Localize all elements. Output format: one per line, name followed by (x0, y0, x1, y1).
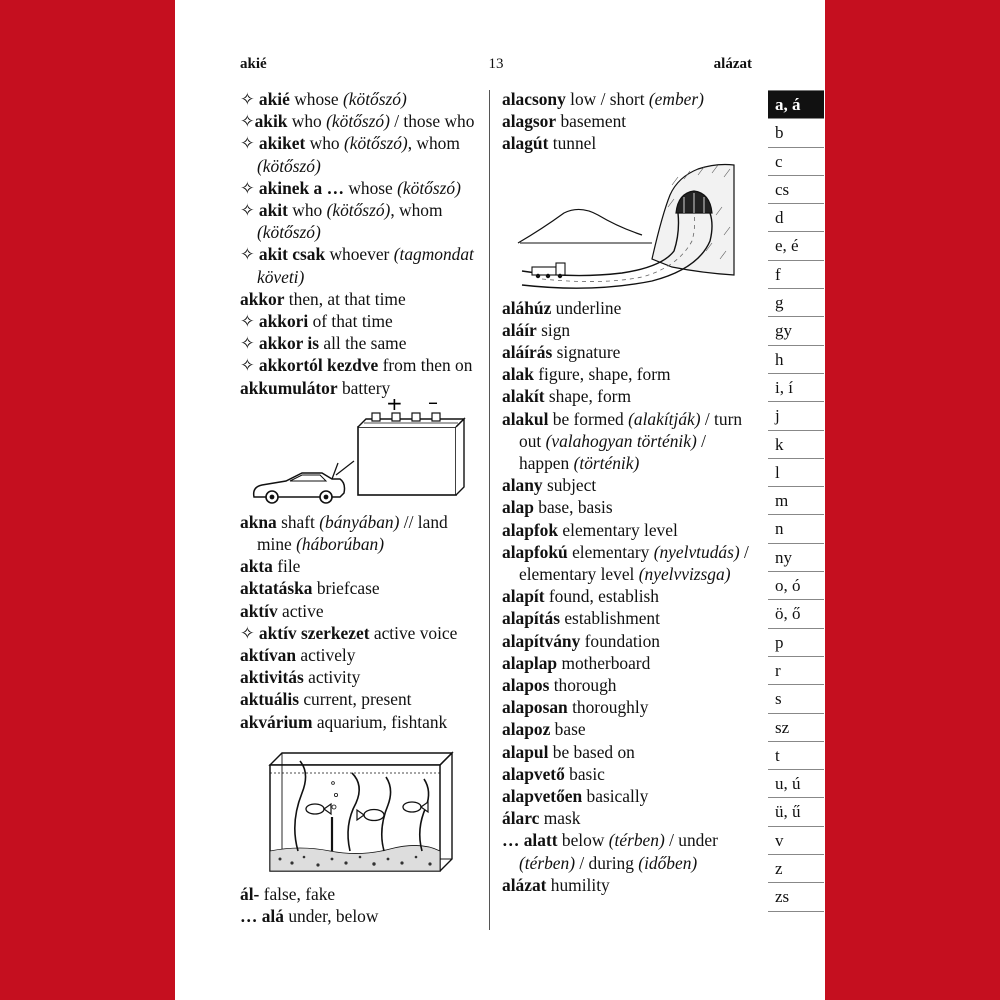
translation: false, fake (259, 883, 336, 904)
translation: , whom (390, 200, 443, 221)
translation: briefcase (312, 578, 380, 599)
thumb-tab-t: t (768, 742, 824, 770)
dictionary-entry-aláírás (502, 341, 754, 363)
thumb-tab-k: k (768, 431, 824, 459)
usage-note: (kötőszó) (343, 133, 408, 154)
headword: … alá (240, 906, 284, 927)
dictionary-entry-aláhúz (502, 297, 754, 319)
headword: alapfokú (502, 541, 568, 562)
headword: ál- (240, 883, 260, 904)
dictionary-entry-alapvetően (502, 785, 754, 807)
translation: base, basis (533, 497, 613, 518)
translation: whoever (325, 244, 394, 265)
dictionary-entry-álarc (502, 807, 754, 829)
dictionary-entry-ál (240, 883, 480, 905)
headword: alakul (502, 408, 549, 429)
translation: signature (552, 342, 621, 363)
translation: mask (539, 808, 581, 829)
translation: / happen (519, 430, 706, 474)
thumb-tab-sz: sz (768, 714, 824, 742)
translation: whose (289, 89, 343, 109)
headword: akkor is (258, 333, 320, 354)
thumb-tab-o-ó: o, ó (768, 572, 824, 600)
dictionary-entry-aláír (502, 319, 754, 341)
headword: akkortól kezdve (258, 355, 379, 376)
dictionary-entry-alázat (502, 874, 754, 896)
page-number: 13 (488, 56, 504, 72)
usage-note: (háborúban) (296, 534, 385, 555)
thumb-tab-g: g (768, 289, 824, 317)
translation: basement (556, 111, 627, 132)
headword: alapfok (502, 519, 559, 540)
thumb-tab-ü-ű: ü, ű (768, 798, 824, 826)
translation: tunnel (548, 133, 597, 154)
usage-note: (ember) (648, 89, 704, 109)
aquarium-illustration (240, 733, 480, 883)
left-column (240, 88, 480, 927)
running-head (240, 56, 752, 76)
translation: activity (303, 667, 361, 688)
dictionary-entry-akkor-is (240, 332, 480, 354)
dictionary-entry-aktivitás (240, 666, 480, 688)
left-guide-word: akié (240, 56, 267, 72)
phrase-marker-icon: ✧ (240, 333, 259, 354)
dictionary-entry-alapvető (502, 763, 754, 785)
headword: alak (502, 364, 534, 385)
translation: current, present (298, 689, 412, 710)
headword: aktuális (240, 689, 299, 710)
headword: aláírás (502, 342, 553, 363)
translation: low / short (565, 89, 649, 109)
headword: alapoz (502, 719, 551, 740)
headword: akik (254, 111, 288, 132)
translation: / turn out (519, 408, 743, 451)
headword: akna (240, 511, 277, 532)
dictionary-entry-akit-csak (240, 243, 480, 287)
dictionary-entry-akkori (240, 310, 480, 332)
dictionary-entry-alatt (502, 829, 754, 873)
translation: // land mine (257, 511, 448, 555)
dictionary-entry-alak (502, 363, 754, 385)
usage-note: (nyelvtudás) (653, 541, 740, 562)
headword: alapvetően (502, 786, 583, 807)
phrase-marker-icon: ✧ (240, 244, 259, 265)
translation: who (287, 111, 327, 132)
thumb-tab-r: r (768, 657, 824, 685)
translation: actively (296, 645, 356, 666)
translation: file (272, 556, 301, 577)
translation: of that time (308, 311, 393, 332)
dictionary-entry-alapít (502, 585, 754, 607)
usage-note: (időben) (638, 852, 698, 873)
dictionary-entry-aktív-szerkezet (240, 622, 480, 644)
usage-note: (térben) (608, 830, 665, 851)
dictionary-entry-akinek-a (240, 177, 480, 199)
translation: / elementary level (519, 541, 749, 585)
translation: be based on (548, 741, 635, 762)
headword: alázat (502, 874, 547, 895)
translation: / those who (389, 111, 475, 132)
translation: underline (551, 297, 622, 318)
translation: basic (564, 763, 605, 784)
headword: akkumulátor (240, 377, 338, 398)
dictionary-entry-alapul (502, 741, 754, 763)
right-column (502, 88, 754, 896)
translation: battery (337, 377, 391, 398)
phrase-marker-icon: ✧ (240, 622, 259, 643)
car-battery-icon (240, 399, 480, 511)
translation: / during (575, 852, 639, 873)
thumb-tab-l: l (768, 459, 824, 487)
thumb-tab-c: c (768, 148, 824, 176)
headword: alaposan (502, 697, 568, 718)
headword: alagsor (502, 111, 557, 132)
dictionary-entry-akiket (240, 132, 480, 176)
headword: álarc (502, 808, 540, 829)
headword: alap (502, 497, 534, 518)
dictionary-entry-akit (240, 199, 480, 243)
usage-note: (kötőszó) (326, 200, 391, 221)
dictionary-entry-aktuális (240, 688, 480, 710)
translation: all the same (319, 333, 407, 354)
translation: then, at that time (284, 288, 406, 309)
dictionary-entry-alapfok (502, 519, 754, 541)
thumb-tab-b: b (768, 119, 824, 147)
translation: humility (546, 874, 610, 895)
thumb-tab-n: n (768, 515, 824, 543)
thumb-tab-p: p (768, 629, 824, 657)
headword: akit (258, 200, 288, 221)
usage-note: (tagmondat követi) (257, 244, 474, 287)
dictionary-entry-alapfokú (502, 541, 754, 585)
usage-note: (kötőszó) (257, 222, 321, 243)
translation: elementary level (558, 519, 678, 540)
translation: who (287, 200, 327, 221)
thumb-tab-e-é: e, é (768, 232, 824, 260)
translation: elementary (567, 541, 654, 562)
dictionary-entry-alá (240, 905, 480, 927)
headword: alany (502, 475, 543, 496)
dictionary-entry-alakul (502, 408, 754, 475)
dictionary-entry-akkumulátor (240, 377, 480, 399)
translation: active voice (369, 622, 458, 643)
headword: akvárium (240, 711, 313, 732)
thumb-tab-s: s (768, 685, 824, 713)
thumb-tab-h: h (768, 346, 824, 374)
headword: aktív szerkezet (258, 622, 370, 643)
headword: alacsony (502, 89, 566, 109)
translation: below (557, 830, 609, 851)
translation: active (277, 600, 324, 621)
dictionary-entry-alap (502, 496, 754, 518)
dictionary-entry-alaplap (502, 652, 754, 674)
headword: akkori (258, 311, 309, 332)
translation: thoroughly (567, 697, 649, 718)
dictionary-entry-alany (502, 474, 754, 496)
dictionary-entry-alacsony (502, 88, 754, 110)
thumb-tab-gy: gy (768, 317, 824, 345)
headword: aktivitás (240, 667, 304, 688)
thumb-tab-m: m (768, 487, 824, 515)
dictionary-entry-aktatáska (240, 577, 480, 599)
thumb-tab-j: j (768, 402, 824, 430)
dictionary-entry-alagsor (502, 110, 754, 132)
headword: alakít (502, 386, 545, 407)
thumb-tab-cs: cs (768, 176, 824, 204)
translation: be formed (548, 408, 629, 429)
headword: alapos (502, 675, 550, 696)
battery-illustration (240, 399, 480, 511)
headword: akinek a … (258, 177, 344, 198)
headword: alapul (502, 741, 549, 762)
thumb-tab-a-á: a, á (768, 91, 824, 119)
headword: aláhúz (502, 297, 552, 318)
usage-note: (kötőszó) (397, 177, 461, 198)
headword: alapít (502, 586, 545, 607)
phrase-marker-icon: ✧ (240, 200, 259, 221)
dictionary-entry-alapítvány (502, 630, 754, 652)
translation: shape, form (544, 386, 631, 407)
headword: alagút (502, 133, 549, 154)
dictionary-entry-akik (240, 110, 480, 132)
dictionary-entry-alakít (502, 385, 754, 407)
thumb-tab-ö-ő: ö, ő (768, 600, 824, 628)
usage-note: (térben) (519, 852, 576, 873)
battery-minus-label: – (428, 398, 438, 414)
thumb-tab-f: f (768, 261, 824, 289)
headword: aláír (502, 319, 537, 340)
translation: found, establish (544, 586, 660, 607)
translation: sign (536, 319, 571, 340)
headword: akit csak (258, 244, 326, 265)
headword: akkor (240, 288, 285, 309)
phrase-marker-icon: ✧ (240, 355, 259, 376)
headword: akta (240, 556, 273, 577)
aquarium-icon (240, 733, 480, 883)
translation: base (550, 719, 586, 740)
dictionary-entry-alapoz (502, 718, 754, 740)
translation: who (305, 133, 344, 154)
phrase-marker-icon: ✧ (240, 111, 255, 132)
usage-note: (kötőszó) (326, 111, 390, 132)
column-divider (489, 90, 490, 930)
thumb-tab-i-í: i, í (768, 374, 824, 402)
dictionary-entry-alaposan (502, 696, 754, 718)
dictionary-entry-akkortól-kezdve (240, 354, 480, 376)
usage-note: (nyelvvizsga) (638, 564, 731, 585)
usage-note: (kötőszó) (342, 89, 407, 109)
usage-note: (kötőszó) (257, 155, 321, 176)
translation: motherboard (557, 652, 651, 673)
phrase-marker-icon: ✧ (240, 311, 259, 332)
thumb-tab-u-ú: u, ú (768, 770, 824, 798)
thumb-tab-z: z (768, 855, 824, 883)
phrase-marker-icon: ✧ (240, 177, 259, 198)
translation: aquarium, fishtank (312, 711, 448, 732)
headword: … alatt (502, 830, 558, 851)
dictionary-entry-akna (240, 511, 480, 555)
translation: shaft (276, 511, 320, 532)
translation: foundation (580, 630, 660, 651)
dictionary-entry-aktívan (240, 644, 480, 666)
translation: / under (664, 830, 718, 851)
translation: whose (343, 177, 398, 198)
thumb-tab-zs: zs (768, 883, 824, 911)
thumb-index (768, 90, 824, 912)
translation: under, below (283, 906, 379, 927)
thumb-tab-v: v (768, 827, 824, 855)
headword: akié (258, 89, 290, 109)
usage-note: (bányában) (319, 511, 400, 532)
headword: aktívan (240, 645, 297, 666)
usage-note: (alakítják) (628, 408, 701, 429)
usage-note: (történik) (573, 453, 640, 474)
phrase-marker-icon: ✧ (240, 89, 259, 109)
right-guide-word: alázat (713, 56, 752, 72)
tunnel-illustration (502, 155, 754, 297)
battery-plus-label: + (386, 398, 403, 415)
translation: from then on (378, 355, 473, 376)
headword: alapítvány (502, 630, 581, 651)
translation: figure, shape, form (533, 364, 671, 385)
phrase-marker-icon: ✧ (240, 133, 259, 154)
tunnel-icon (502, 155, 754, 297)
dictionary-entry-alagút (502, 132, 754, 154)
dictionary-entry-alapos (502, 674, 754, 696)
dictionary-entry-aktív (240, 600, 480, 622)
dictionary-entry-akvárium (240, 711, 480, 733)
headword: aktív (240, 600, 278, 621)
translation: basically (582, 786, 649, 807)
translation: establishment (559, 608, 660, 629)
dictionary-entry-alapítás (502, 607, 754, 629)
dictionary-entry-akta (240, 555, 480, 577)
translation: subject (542, 475, 597, 496)
thumb-tab-ny: ny (768, 544, 824, 572)
translation: , whom (407, 133, 460, 154)
dictionary-entry-akié (240, 88, 480, 110)
translation: thorough (549, 675, 617, 696)
dictionary-entry-akkor (240, 288, 480, 310)
headword: alapvető (502, 763, 565, 784)
headword: akiket (258, 133, 306, 154)
headword: alaplap (502, 652, 558, 673)
thumb-tab-d: d (768, 204, 824, 232)
headword: alapítás (502, 608, 560, 629)
headword: aktatáska (240, 578, 313, 599)
usage-note: (valahogyan történik) (545, 430, 697, 451)
